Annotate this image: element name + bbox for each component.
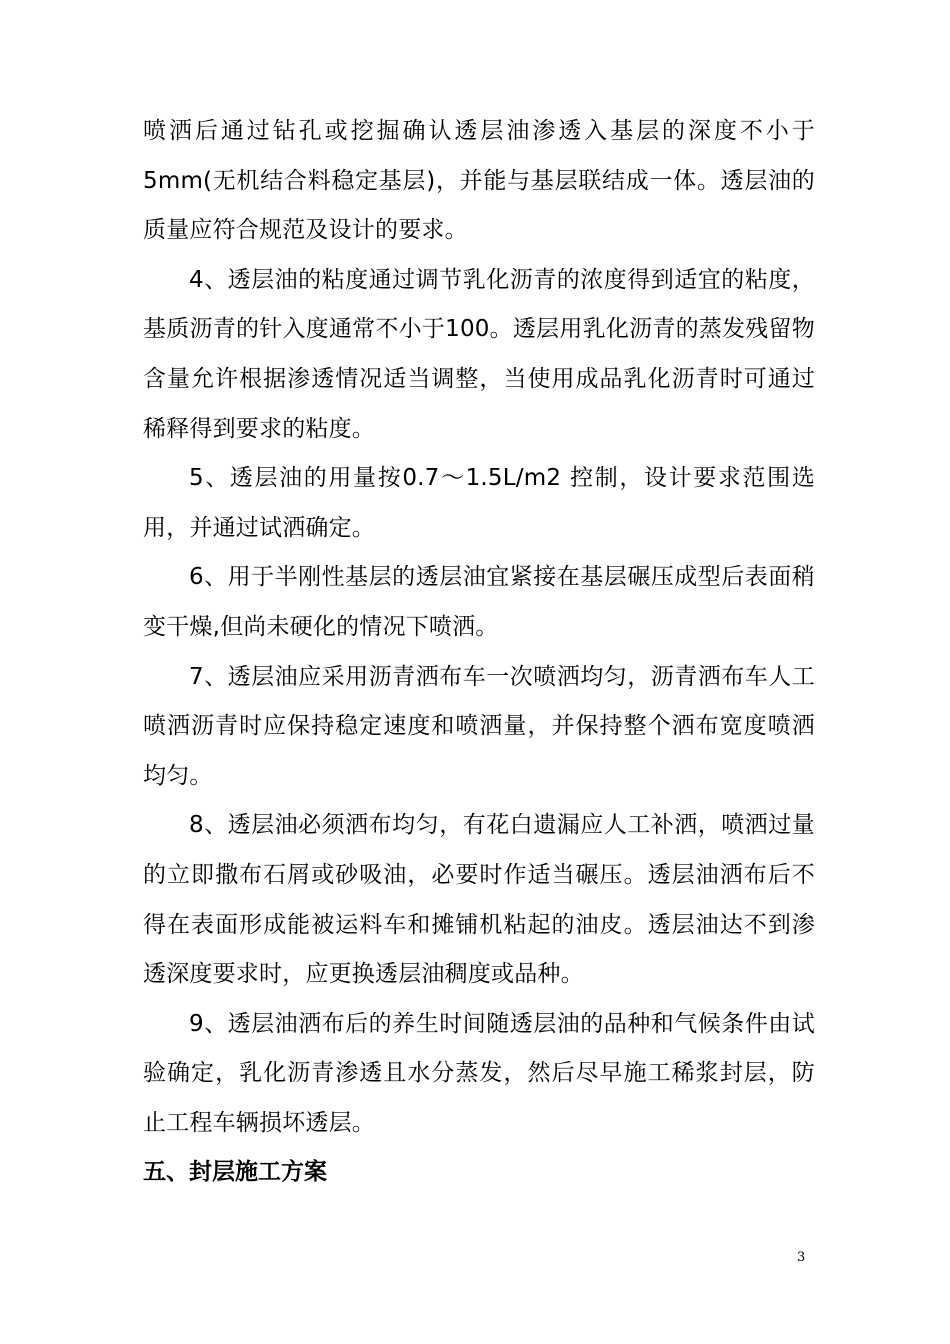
document-body — [143, 107, 815, 1198]
paragraph-continuation: 喷洒后通过钻孔或挖掘确认透层油渗透入基层的深度不小于5mm(无机结合料稳定基层)，并能与基层联结成一体。透层油的质量应符合规范及设计的要求。 — [143, 118, 815, 244]
paragraph-item-8: 8、透层油必须洒布均匀，有花白遗漏应人工补洒，喷洒过量的立即撒布石屑或砂吸油，必要时作适当碾压。透层油洒布后不得在表面形成能被运料车和摊铺机粘起的油皮。透层油达不到渗透深度要求时，应更换透层油稠度或品种。 — [143, 812, 815, 988]
page-number: 3 — [797, 1250, 806, 1265]
paragraph-item-9: 9、透层油洒布后的养生时间随透层油的品种和气候条件由试验确定，乳化沥青渗透且水分蒸发，然后尽早施工稀浆封层，防止工程车辆损坏透层。 — [143, 1010, 815, 1136]
section-heading: 五、封层施工方案 — [143, 1159, 327, 1186]
paragraph-item-4: 4、透层油的粘度通过调节乳化沥青的浓度得到适宜的粘度，基质沥青的针入度通常不小于100。透层用乳化沥青的蒸发残留物含量允许根据渗透情况适当调整，当使用成品乳化沥青时可通过稀释得到要求的粘度。 — [143, 266, 815, 442]
paragraph-item-5: 5、透层油的用量按0.7～1.5L/m2 控制，设计要求范围选用，并通过试洒确定。 — [143, 465, 815, 541]
paragraph-item-7: 7、透层油应采用沥青洒布车一次喷洒均匀，沥青洒布车人工喷洒沥青时应保持稳定速度和喷洒量，并保持整个洒布宽度喷洒均匀。 — [143, 663, 815, 789]
paragraph-item-6: 6、用于半刚性基层的透层油宜紧接在基层碾压成型后表面稍变干燥,但尚未硬化的情况下喷洒。 — [143, 564, 815, 640]
